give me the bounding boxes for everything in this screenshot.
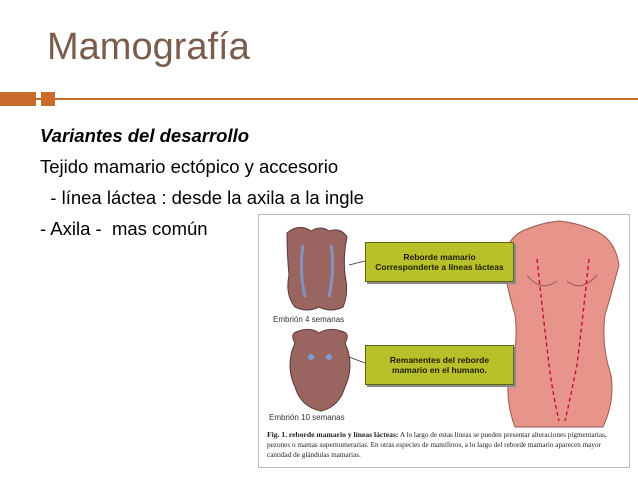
callout-mammary-ridge (365, 242, 514, 282)
embryo-4-weeks-label: Embrión 4 semanas (273, 315, 345, 324)
callout-2-line-1: Remanentes del reborde (389, 355, 490, 365)
figure-caption-text: A lo largo de estas líneas se pueden presentar alteraciones pigmentarias, pezones o mamas supernumerarias. En otras especies de mamíferos, a lo largo del reborde mamario aparecen mayor cantidad de glándulas mamarias. (267, 431, 607, 459)
body-line-2: - línea láctea : desde la axila a la ingle (40, 187, 364, 208)
body-line-3: - Axila - mas común (40, 218, 208, 239)
callout-1-line-1: Reborde mamario (403, 252, 476, 262)
nipple-remnant-left (308, 354, 314, 360)
nipple-remnant-right (326, 354, 332, 360)
embryo-figure (258, 214, 630, 468)
slide-title: Mamografía (47, 26, 250, 68)
callout-ridge-remnants (365, 345, 514, 385)
title-accent-block (0, 92, 36, 106)
connector-line-2 (349, 357, 365, 363)
title-accent-square (41, 92, 55, 106)
figure-caption (267, 430, 623, 460)
embryo-10-weeks-label: Embrión 10 semanas (269, 413, 345, 422)
embryo-4-weeks-shape (287, 227, 347, 310)
figure-caption-title: Fig. 1. reborde mamario y líneas lácteas: (267, 430, 399, 439)
slide-subtitle: Variantes del desarrollo (40, 125, 250, 146)
callout-2-line-2: mamario en el humano. (392, 365, 487, 375)
body-line-1: Tejido mamario ectópico y accesorio (40, 156, 339, 177)
embryo-10-weeks-shape (290, 329, 350, 411)
connector-line-1 (349, 261, 365, 265)
title-underline (0, 98, 638, 100)
female-torso-shape (503, 221, 619, 427)
callout-1-line-2: Corresponderte a líneas lácteas (375, 262, 504, 272)
